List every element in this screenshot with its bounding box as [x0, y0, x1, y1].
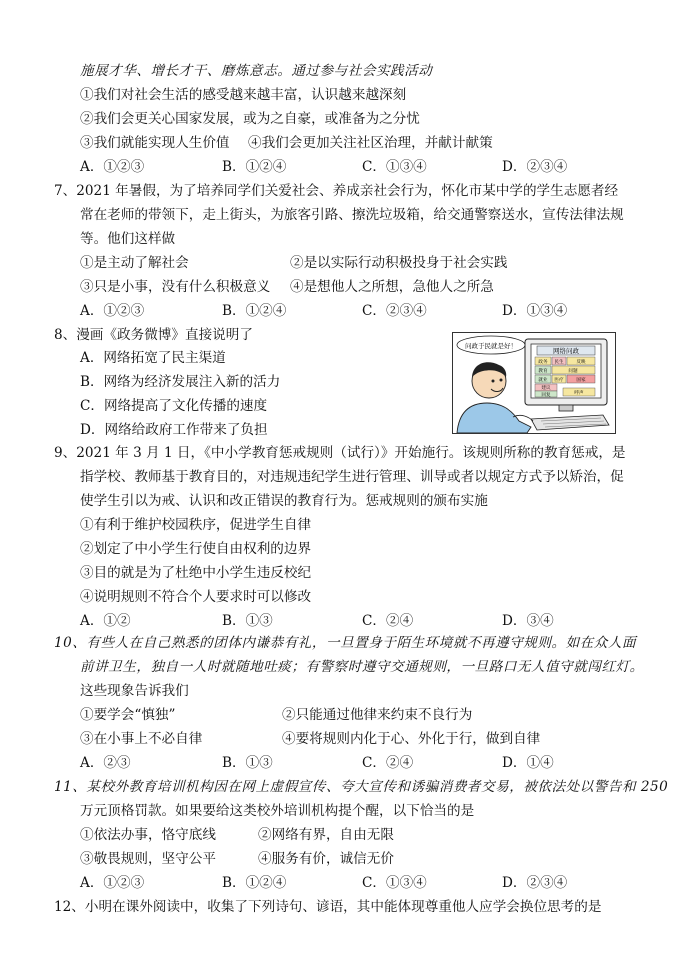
q9-statement-4: ④说明规则不符合个人要求时可以修改 [80, 589, 312, 605]
q7-option-b[interactable]: B．①②④ [222, 303, 287, 319]
q9-option-d[interactable]: D．③④ [502, 613, 554, 629]
q10-stem-line-2: 前讲卫生，独自一人时就随地吐痰；有警察时遵守交通规则，一旦路口无人值守就闯红灯。 [80, 659, 644, 675]
q10-stem-line-1: 10、有些人在自己熟悉的团体内谦恭有礼，一旦置身于陌生环境就不再遵守规则。如在众人面 [54, 635, 637, 651]
man-body [457, 403, 531, 433]
q11-statement-1: ①依法办事，恪守底线 [80, 827, 216, 843]
bubble-text: 问政于民就是好！ [465, 342, 517, 350]
q7-statement-3: ③只是小事，没有什么积极意义 [80, 279, 271, 295]
q9-statement-1: ①有利于维护校园秩序，促进学生自律 [80, 517, 312, 533]
cell-4: 问题 [568, 369, 578, 374]
q10-option-c[interactable]: C．②④ [362, 755, 414, 771]
q6-option-d[interactable]: D．②③④ [502, 159, 568, 175]
q9-stem-line-1: 9、2021 年 3 月 1 日，《中小学教育惩戒规则（试行）》开始施行。该规则所称的教育惩戒，是 [54, 445, 626, 461]
q6-statement-4: ④我们会更加关注社区治理，并献计献策 [248, 135, 493, 151]
cell-6: 医疗 [554, 378, 564, 383]
cell-9: 回复 [541, 393, 551, 398]
q7-option-a[interactable]: A．①②③ [80, 303, 145, 319]
q7-option-c[interactable]: C．②③④ [362, 303, 427, 319]
q11-option-c[interactable]: C．①③④ [362, 875, 427, 891]
q6-option-c[interactable]: C．①③④ [362, 159, 427, 175]
cartoon-government-weibo [452, 332, 616, 434]
q9-stem-line-3: 使学生引以为戒、认识和改正错误的教育行为。惩戒规则的颁布实施 [80, 493, 488, 509]
q11-stem-line-1: 11、某校外教育培训机构因在网上虚假宣传、夸大宣传和诱骗消费者交易，被依法处以警告和 250 [54, 779, 669, 795]
cell-2: 反映 [576, 360, 586, 365]
q7-statement-1: ①是主动了解社会 [80, 255, 189, 271]
q7-stem-line-3: 等。他们这样做 [80, 231, 176, 247]
q7-option-d[interactable]: D．①③④ [502, 303, 568, 319]
q11-stem-line-2: 万元顶格罚款。如果要给这类校外培训机构提个醒，以下恰当的是 [80, 803, 475, 819]
q10-statement-3: ③在小事上不必自律 [80, 731, 203, 747]
cell-3: 教育 [538, 369, 548, 374]
q7-statement-4: ④是想他人之所想，急他人之所急 [290, 279, 494, 295]
cell-7: 建议 [541, 386, 551, 391]
q8-stem: 8、漫画《政务微博》直接说明了 [54, 327, 253, 343]
q10-option-d[interactable]: D．①④ [502, 755, 554, 771]
q6-statement-2: ②我们会更关心国家发展，或为之自豪，或准备为之分忧 [80, 111, 420, 127]
q9-stem-line-2: 指学校、教师基于教育目的，对违规违纪学生进行管理、训导或者以规定方式予以矫治，促 [80, 469, 624, 485]
q6-option-b[interactable]: B．①②④ [222, 159, 287, 175]
q12-stem-line-1: 12、小明在课外阅读中，收集了下列诗句、谚语，其中能体现尊重他人应学会换位思考的是 [54, 899, 602, 915]
cell-10: 呼声 [574, 391, 584, 396]
q6-option-a[interactable]: A．①②③ [80, 159, 145, 175]
cartoon-drawing [453, 333, 615, 433]
q8-option-c[interactable]: C．网络提高了文化传播的速度 [80, 398, 268, 414]
cell-8: 国家 [576, 378, 586, 383]
q6-statement-1: ①我们对社会生活的感受越来越丰富，认识越来越深刻 [80, 87, 407, 103]
q11-statement-2: ②网络有界，自由无限 [258, 827, 394, 843]
q9-option-b[interactable]: B．①③ [222, 613, 273, 629]
q10-option-a[interactable]: A．②③ [80, 755, 131, 771]
q7-statement-2: ②是以实际行动积极投身于社会实践 [290, 255, 508, 271]
q9-statement-2: ②划定了中小学生行使自由权利的边界 [80, 541, 312, 557]
q10-option-b[interactable]: B．①③ [222, 755, 273, 771]
q11-option-a[interactable]: A．①②③ [80, 875, 145, 891]
q9-option-c[interactable]: C．②④ [362, 613, 414, 629]
q10-statement-4: ④要将规则内化于心、外化于行，做到自律 [282, 731, 541, 747]
q8-option-b[interactable]: B．网络为经济发展注入新的活力 [80, 374, 281, 390]
q10-stem-line-3: 这些现象告诉我们 [80, 683, 189, 699]
cell-5: 就业 [538, 378, 548, 383]
q11-statement-4: ④服务有价，诚信无价 [258, 851, 394, 867]
q9-statement-3: ③目的就是为了杜绝中小学生违反校纪 [80, 565, 312, 581]
q10-statement-1: ①要学会“慎独” [80, 707, 176, 723]
q8-option-d[interactable]: D．网络给政府工作带来了负担 [80, 422, 268, 438]
q6-stem-continued: 施展才华、增长才干、磨炼意志。通过参与社会实践活动 [80, 63, 433, 79]
q11-option-d[interactable]: D．②③④ [502, 875, 568, 891]
q11-option-b[interactable]: B．①②④ [222, 875, 287, 891]
cell-0: 政务 [538, 360, 548, 365]
q6-statement-3: ③我们就能实现人生价值 [80, 135, 230, 151]
q11-statement-3: ③敬畏规则，坚守公平 [80, 851, 216, 867]
q9-option-a[interactable]: A．①② [80, 613, 131, 629]
cell-1: 民生 [554, 360, 564, 365]
q8-option-a[interactable]: A．网络拓宽了民主渠道 [80, 350, 226, 366]
q10-statement-2: ②只能通过他律来约束不良行为 [282, 707, 473, 723]
q7-stem-line-2: 常在老师的带领下，走上街头，为旅客引路、擦洗垃圾箱，给交通警察送水，宣传法律法规 [80, 207, 624, 223]
screen-title: 网络问政 [553, 347, 579, 355]
q7-stem-line-1: 7、2021 年暑假，为了培养同学们关爱社会、养成亲社会行为，怀化市某中学的学生志愿者经 [54, 183, 619, 199]
